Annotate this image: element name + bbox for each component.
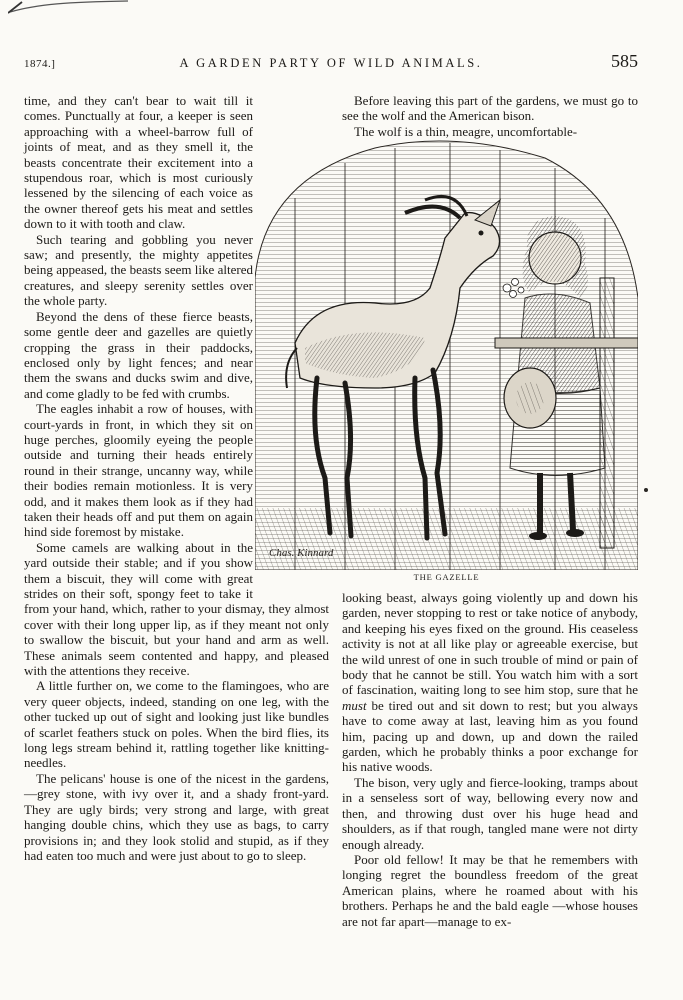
paragraph: The pelicans' house is one of the nicest in the gardens,—grey stone, with ivy over it, and a shady front-yard. They are ugly birds; very strong and large, with great hanging double chins, which they use as bags, to carry provisions in; and they look stolid and stupid, as if they had eaten too much and were just about to go to sleep.: [24, 770, 329, 863]
paragraph: The wolf is a thin, meagre, uncomfortable-: [354, 123, 578, 139]
paragraph: Before leaving this part of the gardens, we must go to see the wolf and the American bison.: [342, 93, 638, 124]
gazelle-engraving: [255, 138, 638, 570]
page-number: 585: [611, 51, 638, 71]
right-column-top: [342, 93, 638, 139]
paragraph: Poor old fellow! It may be that he remembers with longing regret the boundless freedom of the great American plains, where he roamed about with his brothers. Perhaps he and the bald eagle —whose houses are not far apart—manage to ex-: [342, 851, 638, 929]
paragraph: [342, 590, 638, 775]
pen-scratch-mark: [8, 0, 178, 14]
figure-caption: THE GAZELLE: [413, 572, 480, 582]
paragraph: Some camels are walking about in the yard outside their stable; and if you show them a biscuit, they will come with great strides on their soft, spongy feet to take it from your hand, which, rather to your dismay, they almost cover with their long upper lip, as if they meant not only to swallow the biscuit, but your hand and arm as well. These animals seem contented and happy, and pleased with the attentions they receive.: [24, 539, 329, 679]
paragraph: Beyond the dens of these fierce beasts, some gentle deer and gazelles are quietly cropping the grass in their paddocks, enclosed only by light fences; and near them the swans and ducks swim and dive, and come gladly to be fed with crumbs.: [24, 308, 253, 401]
paragraph-text: be tired out and sit down to rest; but you always have to come away at last, leaving him as you found him, pacing up and down, up and down the railed garden, which he probably thinks a poor exchange for his native woods.: [342, 697, 638, 775]
header-title: A GARDEN PARTY OF WILD ANIMALS.: [179, 56, 483, 70]
paragraph: The eagles inhabit a row of houses, with court-yards in front, in which they sit on huge perches, gloomily eyeing the people outside and turning their heads entirely round in their strange, uncanny way, while their bodies remain motionless. It is very odd, and it makes them look as if they had taken their heads off and put them on again hind side foremost by mistake.: [24, 401, 253, 540]
paragraph: The bison, very ugly and fierce-looking, tramps about in a senseless sort of way, bellowing every now and then, and throwing dust over his huge head and shoulders, as if that rough, tangled mane were not dirty enough already.: [342, 774, 638, 852]
right-column: [342, 590, 638, 929]
emphasis-must: must: [342, 697, 367, 713]
running-header: [24, 52, 638, 78]
header-year: 1874.]: [24, 58, 56, 70]
paragraph: A little further on, we come to the flamingoes, who are very queer objects, indeed, standing on one leg, with the other tucked up out of sight and looking just like bundles of scarlet feathers stuck on poles. When the bird flies, its long legs stream behind it, rattling together like knitting-needles.: [24, 678, 329, 771]
engraver-signature: Chas. Kinnard: [269, 547, 334, 559]
paragraph-text: looking beast, always going violently up and down his garden, never stopping to rest or take notice of anybody, and keeping his eyes fixed on the ground. His ceaseless activity is not at all like play or agreeable exercise, but the wild unrest of one in such trouble of mind or pain of body that he cannot be still. You watch him with a sort of fascination, waiting long to see him stop, sure that he: [342, 590, 638, 698]
paragraph: Such tearing and gobbling you never saw; and presently, the mighty appetites being appeased, the beasts seem like altered creatures, and sleepy serenity settles over the whole party.: [24, 231, 253, 309]
ink-spot: [644, 488, 648, 492]
paragraph: time, and they can't bear to wait till it comes. Punctually at four, a keeper is seen approaching with a wheel-barrow full of joints of meat, and as they smell it, the beasts concentrate their excitement into a stupendous roar, which is most curiously lessened by the silencing of each voice as the owner thereof gets his meat and settles down to it with tooth and claw.: [24, 93, 253, 232]
